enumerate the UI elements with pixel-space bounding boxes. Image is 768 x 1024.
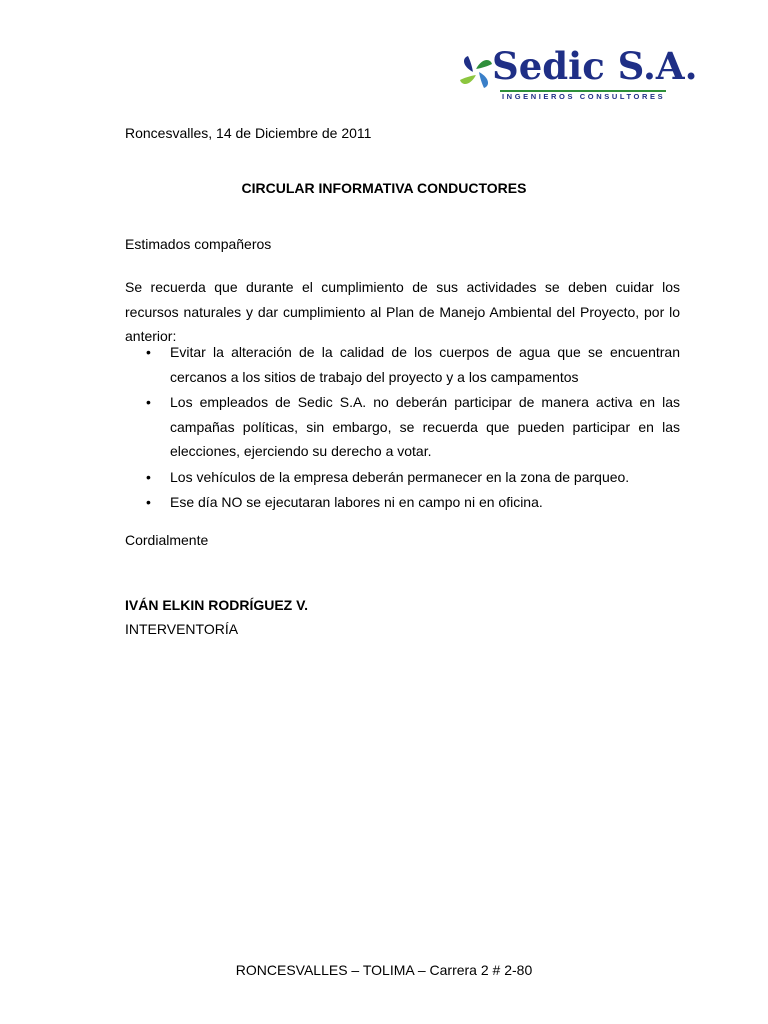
list-item-text: Los vehículos de la empresa deberán permanecer en la zona de parqueo. (170, 468, 630, 485)
list-item-text: Los empleados de Sedic S.A. no deberán participar de manera activa en las campañas políticas, sin embargo, se recuerda que pueden participar en las elecciones, ejerciendo su derecho a votar. (170, 394, 680, 459)
letter-closing: Cordialmente (125, 532, 209, 548)
signer-name: IVÁN ELKIN RODRÍGUEZ V. (125, 597, 309, 613)
bullet-marker: • (146, 494, 151, 510)
letter-greeting: Estimados compañeros (125, 236, 272, 252)
list-item (125, 465, 680, 490)
pinwheel-logo-icon (456, 52, 496, 92)
list-item (125, 340, 680, 389)
list-item (125, 390, 680, 464)
bullet-list (125, 340, 680, 516)
list-item-text: Ese día NO se ejecutaran labores ni en campo ni en oficina. (170, 494, 543, 510)
footer-address: RONCESVALLES – TOLIMA – Carrera 2 # 2-80 (235, 962, 533, 978)
logo-wordmark: Sedic S.A. (492, 44, 698, 88)
list-item-text: Evitar la alteración de la calidad de los cuerpos de agua que se encuentran cercanos a los sitios de trabajo del proyecto y a los campamentos (170, 344, 680, 385)
letter-intro: Se recuerda que durante el cumplimiento de sus actividades se deben cuidar los recursos naturales y dar cumplimiento al Plan de Manejo Ambiental del Proyecto, por lo anterior: (125, 279, 680, 344)
bullet-marker: • (146, 394, 151, 410)
letter-title: CIRCULAR INFORMATIVA CONDUCTORES (241, 180, 527, 196)
list-item (125, 490, 680, 515)
company-logo (456, 44, 698, 101)
bullet-marker: • (146, 468, 151, 485)
bullet-marker: • (146, 344, 151, 360)
letter-date: Roncesvalles, 14 de Diciembre de 2011 (125, 125, 372, 141)
logo-tagline: INGENIEROS CONSULTORES (502, 92, 666, 101)
signer-role: INTERVENTORÍA (125, 621, 239, 637)
